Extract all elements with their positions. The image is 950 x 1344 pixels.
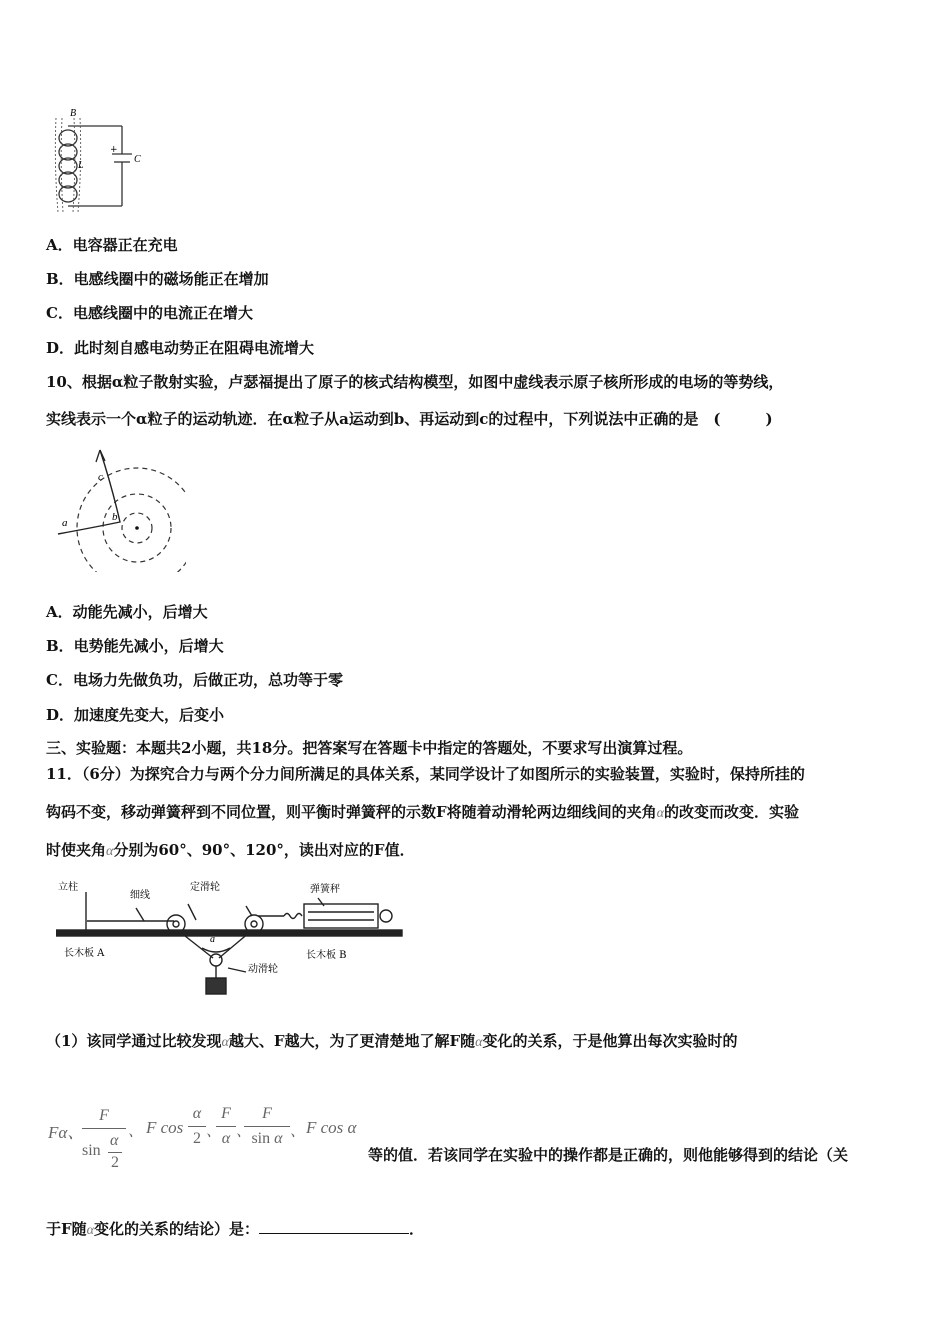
formula-fcos: F cos xyxy=(146,1118,184,1137)
separator: 、 xyxy=(128,1124,144,1140)
alpha-symbol: α xyxy=(221,1035,229,1050)
denominator xyxy=(244,1129,290,1149)
alpha-num: α xyxy=(110,1132,119,1149)
alpha-scattering-figure xyxy=(56,442,186,572)
apparatus-figure xyxy=(56,876,412,1004)
q11-p1-part-b: 越大、F越大，为了更清楚地了解F随 xyxy=(228,1032,476,1050)
q11-p3-part-a: 于F随 xyxy=(46,1220,87,1238)
alpha-symbol: α xyxy=(656,806,665,821)
formula-half-alpha xyxy=(188,1104,206,1149)
q10-stem-line2: 实线表示一个α粒子的运动轨迹．在α粒子从a运动到b、再运动到c的过程中，下列说法中正确的是 ( ) xyxy=(46,410,773,428)
formula-f-over-sin-alpha xyxy=(244,1104,290,1149)
label-a: a xyxy=(62,517,68,529)
q9-option-d: D．此时刻自感电动势正在阻碍电流增大 xyxy=(46,339,315,357)
q10-option-b: B．电势能先减小，后增大 xyxy=(46,637,224,655)
q11-part1-line3 xyxy=(46,1219,424,1241)
label-c: C xyxy=(134,154,141,165)
label-thread: 细线 xyxy=(130,890,150,901)
q10-option-c: C．电场力先做负功，后做正功，总功等于零 xyxy=(46,671,343,689)
q11-p1-part-a: （1）该同学通过比较发现 xyxy=(46,1032,222,1050)
q11-line2-part-b: 的改变而改变．实验 xyxy=(664,803,800,821)
lc-circuit-figure xyxy=(44,104,154,216)
q9-option-b: B．电感线圈中的磁场能正在增加 xyxy=(46,270,269,288)
label-l: L xyxy=(78,160,84,171)
label-fixed-pulley: 定滑轮 xyxy=(190,882,220,893)
alpha-den: α xyxy=(274,1130,283,1147)
denominator xyxy=(82,1131,126,1171)
q11-part1-line1 xyxy=(46,1031,738,1053)
q11-p3-part-c: ． xyxy=(409,1220,425,1238)
sin: sin xyxy=(251,1130,271,1147)
separator: 、 xyxy=(206,1124,222,1140)
q11-p1-part-c: 变化的关系，于是他算出每次实验时的 xyxy=(482,1032,738,1050)
formula-f-alpha: Fα、 xyxy=(48,1123,85,1142)
numerator-f: F xyxy=(262,1105,272,1122)
q11-stem-line1: 11．（6分）为探究合力与两个分力间所满足的具体关系，某同学设计了如图所示的实验装置，实验时，保持所挂的 xyxy=(46,765,805,783)
label-b: b xyxy=(112,511,118,523)
formula-f-over-sin-half-alpha xyxy=(82,1106,126,1171)
fraction-bar xyxy=(216,1126,236,1127)
answer-blank[interactable] xyxy=(259,1219,409,1234)
label-angle: a xyxy=(210,934,215,945)
q11-stem-line3 xyxy=(46,840,415,862)
numerator-f: F xyxy=(99,1107,109,1124)
q10-option-d: D．加速度先变大，后变小 xyxy=(46,706,225,724)
label-moving-pulley: 动滑轮 xyxy=(248,964,278,975)
q9-option-c: C．电感线圈中的电流正在增大 xyxy=(46,304,253,322)
separator: 、 xyxy=(290,1124,306,1140)
q10-stem-line1: 10、根据α粒子散射实验，卢瑟福提出了原子的核式结构模型，如图中虚线表示原子核所形成的电场的等势线， xyxy=(46,373,784,391)
label-plus: + xyxy=(110,145,118,155)
label-c: c xyxy=(98,471,103,483)
numerator-f: F xyxy=(221,1105,231,1122)
formula-f-over-alpha xyxy=(216,1104,236,1149)
q11-line3-part-b: 分别为60°、90°、120°，读出对应的F值． xyxy=(113,841,415,859)
label-spring-scale: 弹簧秤 xyxy=(310,884,340,895)
alpha-symbol: α xyxy=(106,844,114,859)
q11-p3-part-b: 变化的关系的结论）是： xyxy=(94,1220,260,1238)
q9-option-a: A．电容器正在充电 xyxy=(46,236,178,254)
q11-line2-part-a: 钩码不变，移动弹簧秤到不同位置，则平衡时弹簧秤的示数F将随着动滑轮两边细线间的夹角 xyxy=(46,803,657,821)
two: 2 xyxy=(193,1130,201,1147)
separator: 、 xyxy=(236,1124,252,1140)
formula-fcos-alpha: F cos α xyxy=(306,1118,357,1137)
alpha-den: α xyxy=(221,1130,231,1147)
label-pillar: 立柱 xyxy=(58,882,78,893)
two: 2 xyxy=(111,1154,119,1171)
label-board-a: 长木板 A xyxy=(64,948,105,959)
section3-heading: 三、实验题：本题共2小题，共18分。把答案写在答题卡中指定的答题处，不要求写出演算过程。 xyxy=(46,739,693,757)
q11-stem-line2 xyxy=(46,802,799,824)
q11-part1-line2: 等的值．若该同学在实验中的操作都是正确的，则他能够得到的结论（关 xyxy=(368,1146,849,1164)
q11-line3-part-a: 时使夹角 xyxy=(46,841,107,859)
label-b: B xyxy=(70,108,77,119)
fraction-bar xyxy=(244,1126,290,1127)
alpha-symbol: α xyxy=(86,1223,95,1238)
alpha-symbol: α xyxy=(475,1035,483,1050)
q10-option-a: A．动能先减小，后增大 xyxy=(46,603,208,621)
sin: sin xyxy=(82,1142,101,1159)
fraction-bar xyxy=(188,1126,206,1127)
alpha-num: α xyxy=(192,1105,202,1122)
label-board-b: 长木板 B xyxy=(306,950,347,961)
fraction-bar xyxy=(82,1128,126,1129)
